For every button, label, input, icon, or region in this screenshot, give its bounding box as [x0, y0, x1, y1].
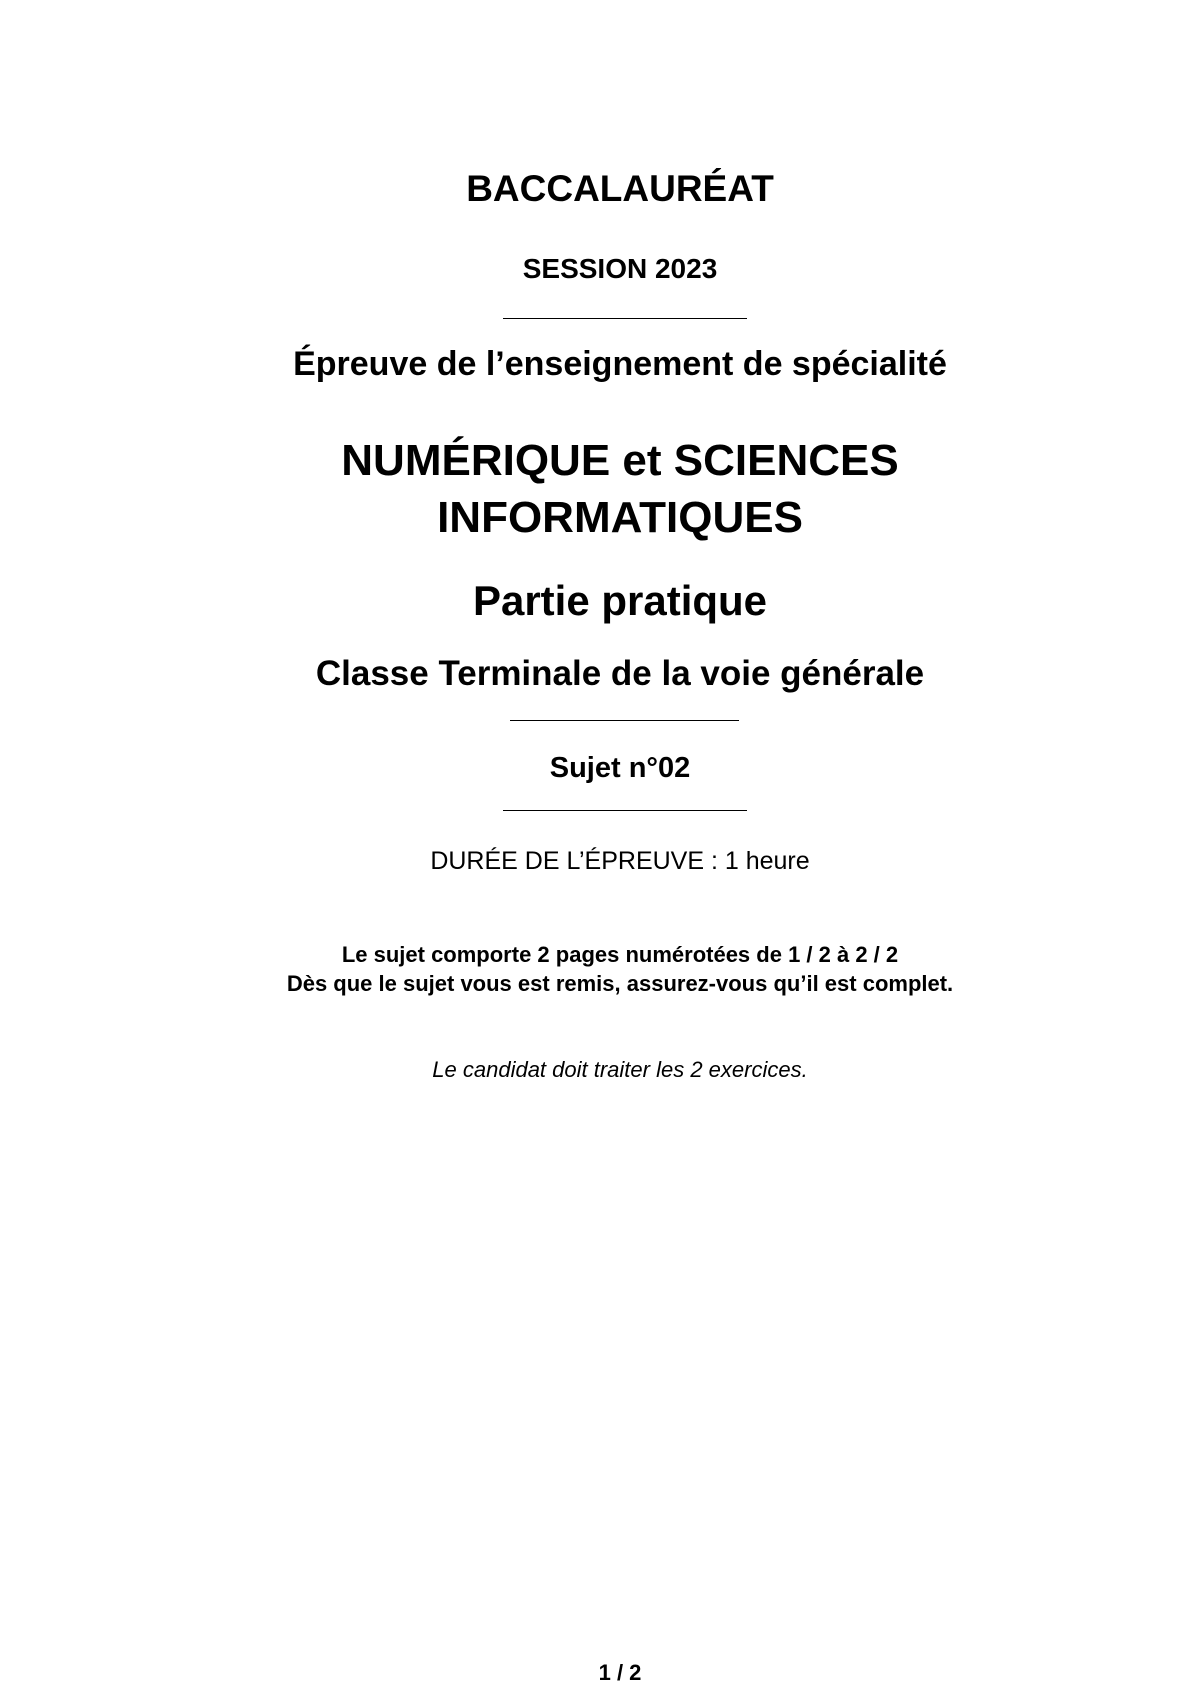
part-heading: Partie pratique: [472, 577, 768, 624]
epreuve-heading: Épreuve de l’enseignement de spécialité: [293, 345, 947, 383]
document-title: BACCALAURÉAT: [466, 168, 774, 209]
divider-top: [503, 318, 747, 319]
session-label: SESSION 2023: [522, 253, 718, 284]
candidate-instruction: Le candidat doit traiter les 2 exercices.: [432, 1057, 808, 1082]
subject-title-line-2: INFORMATIQUES: [437, 493, 803, 542]
divider-middle: [510, 720, 739, 721]
divider-bottom: [503, 810, 747, 811]
pages-notice: Le sujet comporte 2 pages numérotées de 1 / 2 à 2 / 2: [341, 942, 899, 967]
exam-duration: DURÉE DE L’ÉPREUVE : 1 heure: [430, 847, 810, 875]
completeness-notice: Dès que le sujet vous est remis, assurez-vous qu’il est complet.: [286, 971, 954, 996]
class-heading: Classe Terminale de la voie générale: [315, 654, 925, 693]
subject-title-line-1: NUMÉRIQUE et SCIENCES: [341, 436, 899, 485]
page-number: 1 / 2: [598, 1660, 642, 1685]
sujet-number: Sujet n°02: [549, 752, 691, 784]
